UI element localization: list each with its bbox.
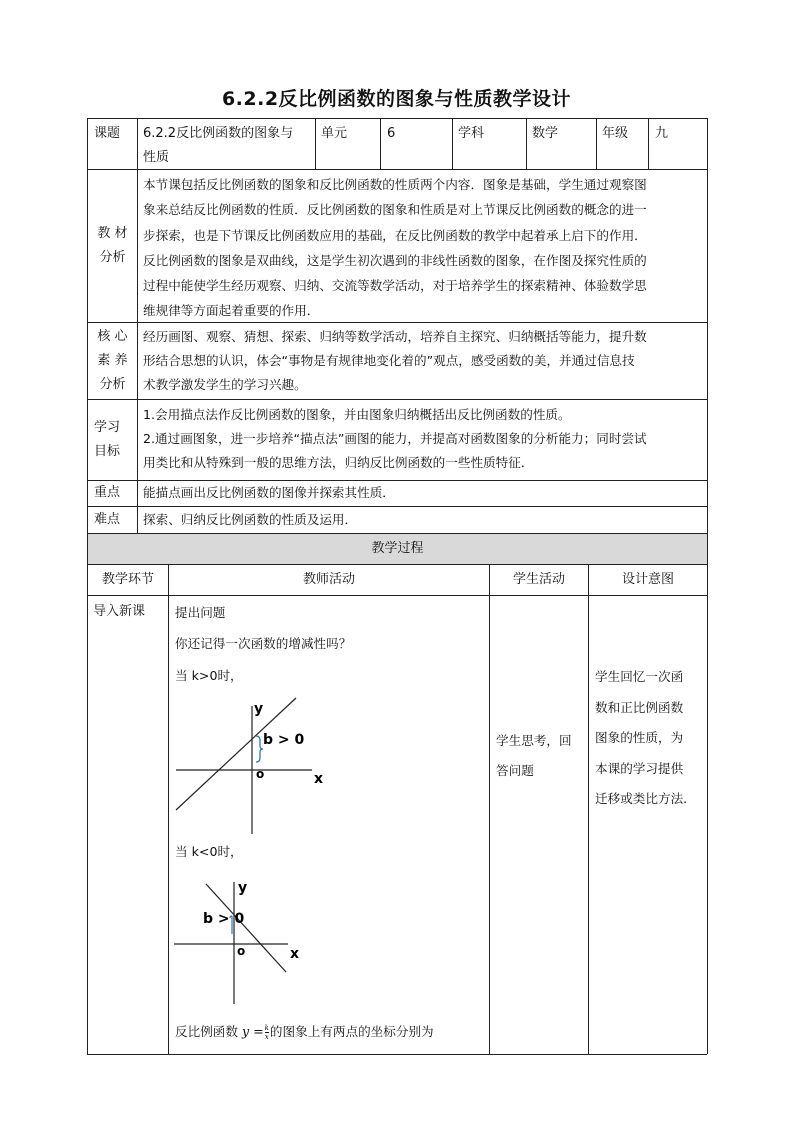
topic-label: 课题 xyxy=(94,126,121,141)
graph1-y-label: y xyxy=(254,701,264,717)
literacy-text: 经历画图、观察、猜想、探索、归纳等数学活动，培养自主探究、归纳概括等能力，提升数 形结合思想的认识，体会“事物是有规律地变化着的”观点，感受函数的美，并通过信息技 术教学激发学生的学习兴趣。 xyxy=(143,329,647,392)
literacy-label: 核 心 素 养 分析 xyxy=(97,329,128,392)
graph-decreasing-line xyxy=(170,876,320,1008)
difficulty-text: 探索、归纳反比例函数的性质及运用． xyxy=(143,512,358,527)
graph1-origin-label: o xyxy=(256,767,265,781)
goals-label: 学习 目标 xyxy=(94,420,121,459)
teacher-line-formula: 反比例函数 y = $\frac{k}{x}$ 的图象上有两点的坐标分别为 xyxy=(175,1024,434,1041)
graph1-x-label: x xyxy=(314,771,324,787)
subject-label: 学科 xyxy=(458,126,485,141)
fraction-k-over-x: $\frac{k}{x}$ xyxy=(264,1024,269,1041)
graph1-b-label: b > 0 xyxy=(263,732,305,748)
subject-value: 数学 xyxy=(532,126,559,141)
analysis-label: 教 材 分析 xyxy=(97,226,128,265)
key-point-text: 能描点画出反比例函数的图像并探索其性质． xyxy=(143,485,395,500)
student-activity: 学生思考，回 答问题 xyxy=(496,733,572,778)
key-point-label: 重点 xyxy=(94,485,121,500)
difficulty-label: 难点 xyxy=(94,512,121,527)
graph2-b-label: b > 0 xyxy=(203,911,245,927)
analysis-text: 本节课包括反比例函数的图象和反比例函数的性质两个内容．图象是基础，学生通过观察图 象来总结反比例函数的性质．反比例函数的图象和性质是对上节课反比例函数的概念的进一 步探索，也是下节课反比例函数应用的基础，在反比例函数的教学中起着承上启下的作用． 反比例函数的图象是双曲线，这是学生初次遇到的非线性函数的图象，在作图及探究性质的 过程中能使学生经历观察、归纳、交流等数学活动，对于培养学生的探索精神、体验数学思 维规律等方面起着重要的作用． xyxy=(143,177,647,319)
page-title: 6.2.2反比例函数的图象与性质教学设计 xyxy=(221,88,572,110)
col-stage-header: 教学环节 xyxy=(101,572,154,587)
goals-text: 1.会用描点法作反比例函数的图象，并由图象归纳概括出反比例函数的性质。 2.通过画图象，进一步培养“描点法”画图的能力，并提高对函数图象的分析能力；同时尝试 用类比和从特殊到一般的思维方法，归纳反比例函数的一些性质特征． xyxy=(143,407,647,470)
teacher-line-2: 你还记得一次函数的增减性吗？ xyxy=(175,636,352,651)
teacher-line-3: 当 k>0时， xyxy=(175,668,243,683)
graph-increasing-line xyxy=(170,694,340,840)
design-intent: 学生回忆一次函 数和正比例函数 图象的性质，为 本课的学习提供 迁移或类比方法. xyxy=(595,669,688,806)
graph2-x-label: x xyxy=(290,946,300,962)
teacher-line-1: 提出问题 xyxy=(175,605,226,620)
unit-label: 单元 xyxy=(321,126,348,141)
topic-value: 6.2.2反比例函数的图象与 性质 xyxy=(143,126,294,165)
grade-label: 年级 xyxy=(602,126,629,141)
process-banner: 教学过程 xyxy=(371,541,424,556)
stage-name: 导入新课 xyxy=(93,604,146,619)
teacher-line-4: 当 k<0时， xyxy=(175,844,243,859)
graph2-origin-label: o xyxy=(237,944,246,958)
unit-value: 6 xyxy=(387,126,396,141)
col-student-header: 学生活动 xyxy=(512,572,565,587)
graph2-y-label: y xyxy=(238,880,248,896)
col-teacher-header: 教师活动 xyxy=(302,572,355,587)
grade-value: 九 xyxy=(655,126,669,141)
col-design-header: 设计意图 xyxy=(621,572,674,587)
